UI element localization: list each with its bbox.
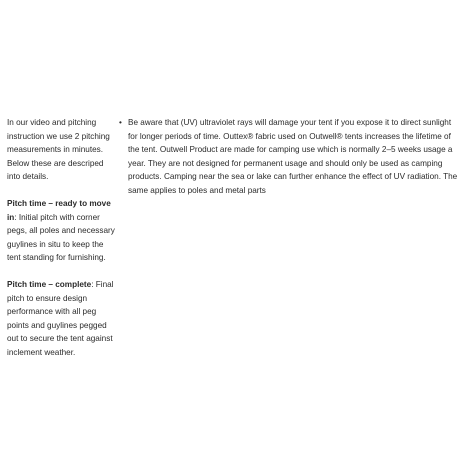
- complete-text: Final pitch to ensure design performance with all peg points and guylines pegged out to secure the tent against inclement weather.: [7, 279, 114, 357]
- uv-warning-column: [119, 116, 459, 198]
- uv-warning-text: Be aware that (UV) ultraviolet rays will damage your tent if you expose it to direct sunlight for longer periods of time. Outtex® fabric used on Outwell® tents increases the lifetime of the tent. Outwell Product are made for camping use which is normally 2–5 weeks usage a year. They are not designed for permanent usage and should only be used as camping products. Camping near the sea or lake can further enhance the effect of UV radiation. The same applies to poles and metal parts: [128, 118, 458, 195]
- bullet-icon: •: [119, 118, 122, 127]
- ready-text: Initial pitch with corner pegs, all poles and necessary guylines in situ to keep the tent standing for furnishing.: [7, 212, 115, 263]
- list-item: [119, 116, 459, 198]
- intro-paragraph: In our video and pitching instruction we use 2 pitching measurements in minutes. Below these are descriped into details.: [7, 118, 110, 182]
- ready-paragraph: Pitch time – ready to move in: Initial pitch with corner pegs, all poles and necessary guylines in situ to keep the tent standing for furnishing.: [7, 198, 115, 263]
- pitching-info-column: [7, 116, 117, 373]
- ready-label: Pitch time – ready to move in: [7, 198, 111, 222]
- complete-label: Pitch time – complete: [7, 279, 92, 289]
- complete-paragraph: Pitch time – complete: Final pitch to ensure design performance with all peg points and guylines pegged out to secure the tent against inclement weather.: [7, 279, 114, 357]
- warning-list: [119, 116, 459, 198]
